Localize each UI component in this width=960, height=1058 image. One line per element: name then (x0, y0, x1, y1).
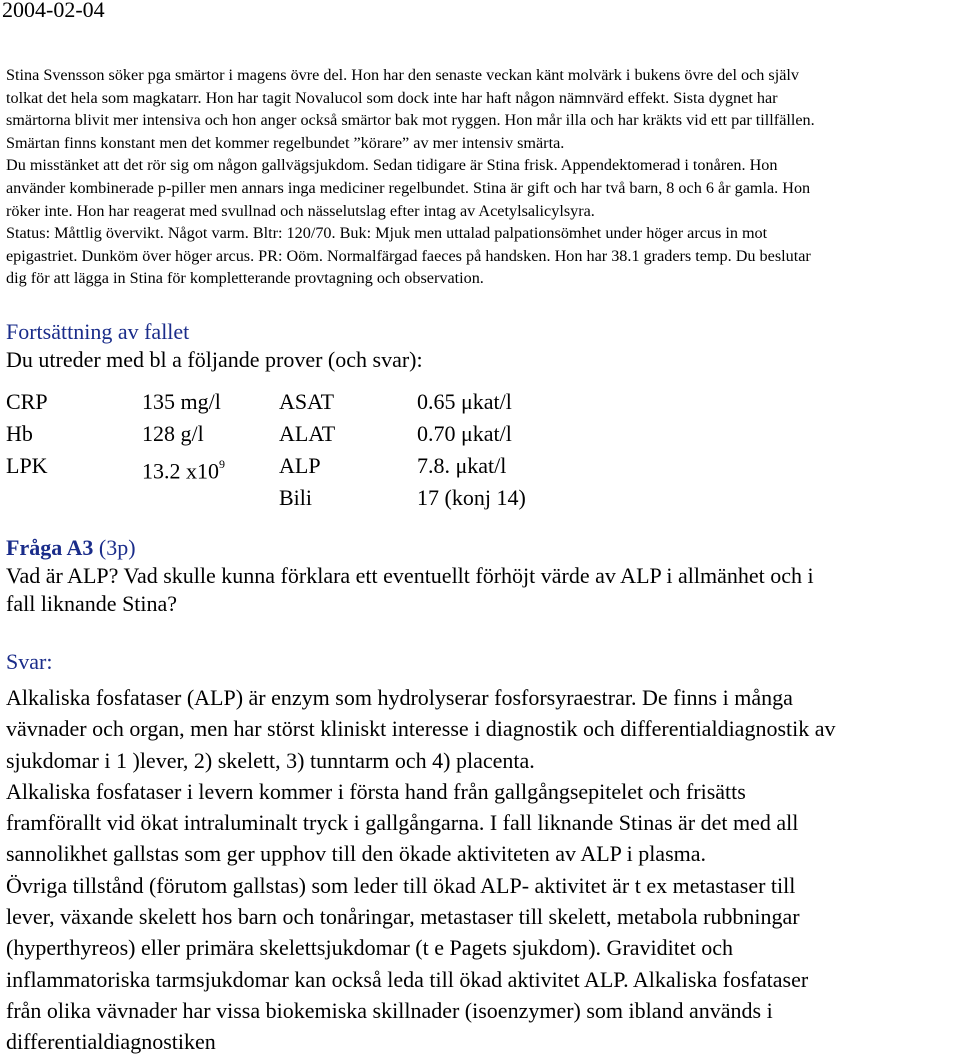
case-line: Status: Måttlig övervikt. Något varm. Bltr: 120/70. Buk: Mjuk men uttalad palpationsömhet under höger arcus in mot (6, 224, 768, 243)
answer-line: framförallt vid ökat intraluminalt tryck i gallgångarna. I fall liknande Stinas är det med all (6, 810, 799, 836)
case-line: använder kombinerade p-piller men annars inga mediciner regelbundet. Stina är gift och har två barn, 8 och 6 år gamla. Hon (6, 178, 811, 197)
question-block (6, 534, 956, 618)
lab-test-value: 0.70 μkat/l (417, 421, 512, 446)
answer-line: lever, växande skelett hos barn och tonåringar, metastaser till skelett, metabola rubbningar (6, 904, 800, 930)
answer-line: vävnader och organ, men har störst kliniskt interesse i diagnostik och differentialdiagnostik av (6, 716, 836, 742)
lab-test-value: 135 mg/l (142, 389, 221, 414)
answer-line: (hyperthyreos) eller primära skelettsjukdomar (t e Pagets sjukdom). Graviditet och (6, 935, 734, 961)
lab-test-name: ASAT (279, 389, 335, 414)
case-line: tolkat det hela som magkatarr. Hon har tagit Novalucol som dock inte har haft någon nämnvärd effekt. Sista dygnet har (6, 88, 778, 107)
answer-line: inflammatoriska tarmsjukdomar kan också leda till ökad aktivitet ALP. Alkaliska fosfataser (6, 966, 809, 992)
lab-test-value: 7.8. μkat/l (417, 453, 507, 478)
lab-test-name: LPK (6, 453, 48, 478)
answer-line: Övriga tillstånd (förutom gallstas) som leder till ökad ALP- aktivitet är t ex metastaser till (6, 872, 796, 898)
lab-test-value (142, 450, 225, 487)
answer-line: differentialdiagnostiken (6, 1029, 216, 1055)
lab-test-value: 17 (konj 14) (417, 485, 526, 510)
answer-line: Alkaliska fosfataser (ALP) är enzym som hydrolyserar fosforsyraestrar. De finns i många (6, 685, 793, 710)
question-title (6, 534, 956, 562)
case-line: smärtorna blivit mer intensiva och hon anger också smärtor bak mot ryggen. Hon mår illa och har kräkts vid ett par tillfällen. (6, 111, 815, 130)
question-label: Fråga A3 (6, 535, 94, 560)
case-line: Du misstänket att det rör sig om någon gallvägsjukdom. Sedan tidigare är Stina frisk. Appendektomerad i tonåren. Hon (6, 156, 778, 175)
labs-intro: Du utreder med bl a följande prover (och svar): (6, 347, 423, 372)
lab-test-value: 128 g/l (142, 421, 204, 446)
lab-test-name: ALP (279, 453, 321, 478)
lab-test-name: CRP (6, 389, 48, 414)
case-line: Smärtan finns konstant men det kommer regelbundet ”körare” av mer intensiv smärta. (6, 133, 565, 152)
question-points: (3p) (98, 535, 136, 560)
case-line: Stina Svensson söker pga smärtor i magens övre del. Hon har den senaste veckan känt molvärk i bukens övre del och själv (6, 66, 799, 84)
answer-line: sjukdomar i 1 )lever, 2) skelett, 3) tunntarm och 4) placenta. (6, 747, 535, 773)
lpk-value-exponent: 9 (219, 457, 225, 471)
lpk-value-base: 13.2 x10 (142, 458, 219, 484)
case-line: röker inte. Hon har reagerat med svullnad och nässelutslag efter intag av Acetylsalicylsyra. (6, 201, 595, 220)
answer-line: från olika vävnader har vissa biokemiska skillnader (isoenzymer) som ibland används i (6, 997, 773, 1023)
document-date: 2004-02-04 (2, 0, 105, 22)
answer-heading: Svar: (6, 649, 53, 674)
case-description (6, 64, 956, 290)
case-line: dig för att lägga in Stina för kompletterande provtagning och observation. (6, 269, 484, 288)
question-line: fall liknande Stina? (6, 591, 178, 616)
lab-test-name: Hb (6, 421, 33, 446)
case-line: epigastriet. Dunköm över höger arcus. PR: Oöm. Normalfärgad faeces på handsken. Hon har 38.1 graders temp. Du beslutar (6, 246, 811, 265)
question-line: Vad är ALP? Vad skulle kunna förklara ett eventuellt förhöjt värde av ALP i allmänhet och i (6, 563, 814, 588)
answer-line: sannolikhet gallstas som ger upphov till den ökade aktiviteten av ALP i plasma. (6, 841, 707, 867)
answer-text (6, 682, 958, 1058)
lab-test-value: 0.65 μkat/l (417, 389, 512, 414)
lab-test-name: Bili (279, 485, 313, 510)
answer-line: Alkaliska fosfataser i levern kommer i första hand från gallgångsepitelet och frisätts (6, 778, 746, 804)
continuation-heading: Fortsättning av fallet (6, 319, 190, 344)
lab-test-name: ALAT (279, 421, 336, 446)
